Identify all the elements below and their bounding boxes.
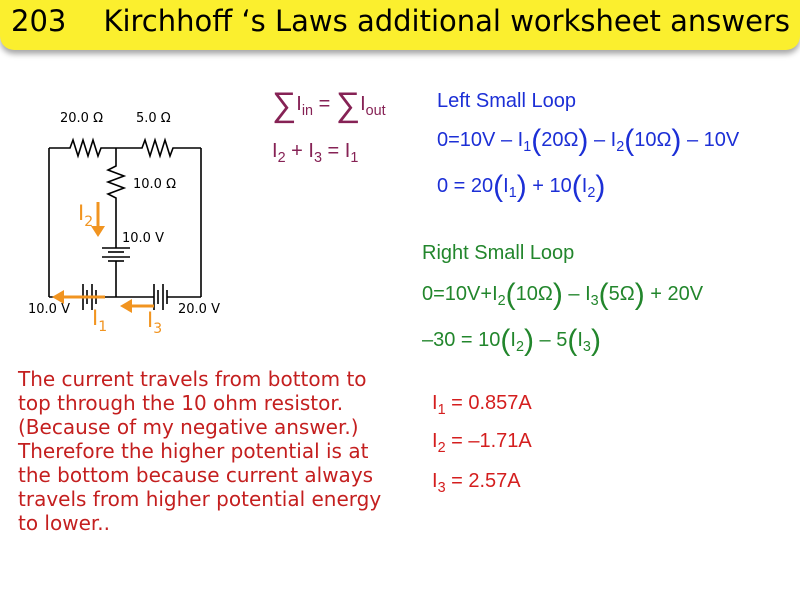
left-loop-equation-2: $0 = 20(I_1) + 10(I_2)$ (437, 170, 606, 203)
i2-label: $I_2$ (78, 201, 94, 230)
junction-rule: $\sum I_{in} = \sum I_{out}$ (272, 86, 386, 124)
explanation-line: The current travels from bottom to (18, 367, 367, 391)
slide-number: 203 (11, 4, 67, 38)
junction-equation: $I_2 + I_3 = I_1$ (272, 140, 359, 167)
title-bar (0, 0, 800, 50)
battery-right-label: 20.0 V (178, 302, 220, 317)
left-loop-equation-1: $0=10V - I_1(20\Omega) - I_2(10\Omega) - 10V$ (437, 124, 740, 157)
r3-label: 10.0 Ω (133, 177, 177, 192)
right-loop-equation-2: $-30 = 10(I_2) - 5(I_3)$ (422, 324, 601, 357)
battery-middle-label: 10.0 V (122, 231, 164, 246)
answer-i3: $I_3 = 2.57A$ (432, 470, 521, 497)
explanation-line: (Because of my negative answer.) (18, 415, 359, 439)
battery-left-label: 10.0 V (28, 302, 70, 317)
left-loop-title: Left Small Loop (437, 90, 576, 112)
explanation-line: Therefore the higher potential is at (18, 439, 369, 463)
i3-label: $I_3$ (147, 308, 163, 337)
r2-label: 5.0 Ω (136, 111, 171, 126)
explanation-line: top through the 10 ohm resistor. (18, 391, 344, 415)
battery-right (154, 284, 167, 310)
explanation-line: travels from higher potential energy (18, 487, 382, 511)
right-loop-title: Right Small Loop (422, 242, 575, 264)
r1-label: 20.0 Ω (60, 111, 104, 126)
answer-i2: $I_2 = -1.71A$ (432, 430, 532, 457)
circuit-diagram (20, 100, 260, 350)
slide-title: Kirchhoff ‘s Laws additional worksheet answers (103, 4, 790, 38)
battery-middle (102, 248, 130, 297)
i1-label: $I_1$ (92, 306, 108, 335)
right-loop-equation-1: $0=10V+I_2(10\Omega) - I_3(5\Omega) + 20V$ (422, 278, 704, 311)
explanation-line: the bottom because current always (18, 463, 374, 487)
explanation-text (18, 367, 382, 535)
answer-i1: $I_1 = 0.857A$ (432, 392, 532, 419)
top-wire (49, 140, 201, 156)
explanation-line: to lower.. (18, 511, 110, 535)
